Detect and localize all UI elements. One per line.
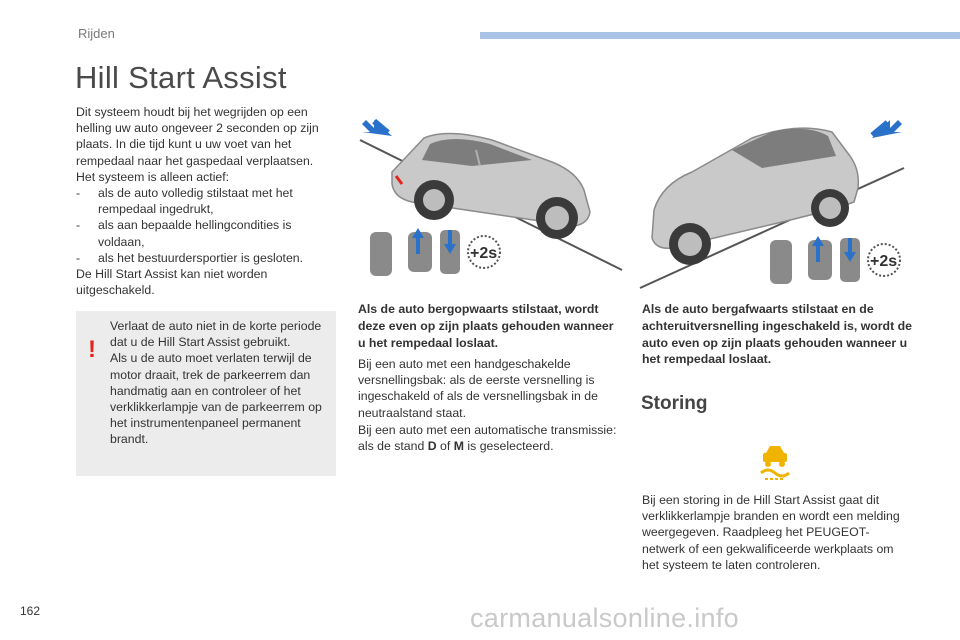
bullet: - (76, 186, 81, 201)
uphill-caption: Als de auto bergopwaarts stilstaat, wordt deze even op zijn plaats gehouden wanneer u het rempedaal loslaat. (358, 302, 614, 350)
downhill-caption: Als de auto bergafwaarts stilstaat en de achteruitversnelling ingeschakeld is, wordt de auto even op zijn plaats gehouden wanneer u het rempedaal loslaat. (642, 302, 912, 367)
hill-assist-warning-lamp-icon (758, 443, 792, 481)
clutch-pedal-icon (770, 240, 792, 284)
warning-paragraph: Als u de auto moet verlaten terwijl de motor draait, trek de parkeerrem dan handmatig aan en controleer of het verklikkerlampje van de parkeerrem op het instrumentenpaneel permanent brandt. (110, 351, 322, 447)
warning-text (110, 318, 324, 448)
downhill-pedals-illustration (766, 234, 908, 290)
warning-exclamation-icon: ! (88, 336, 96, 363)
intro-note: De Hill Start Assist kan niet worden uitgeschakeld. (76, 267, 268, 298)
bullet: - (76, 250, 81, 265)
arrow-up-right-icon (870, 120, 902, 138)
intro-paragraph: Dit systeem houdt bij het wegrijden op een helling uw auto ongeveer 2 seconden op zijn plaats. In die tijd kunt u uw voet van het rempedaal naar het gaspedaal verplaatsen. (76, 105, 319, 168)
uphill-pedals-illustration (366, 226, 508, 282)
watermark: carmanualsonline.info (470, 603, 739, 633)
gear-d-label: D (427, 439, 437, 454)
list-item: - als het bestuurdersportier is gesloten. (76, 250, 304, 265)
list-item: - als de auto volledig stilstaat met het rempedaal ingedrukt, (76, 186, 293, 217)
storing-text: Bij een storing in de Hill Start Assist gaat dit verklikkerlampje branden en wordt een melding weergegeven. Raadpleeg het PEUGEOT-netwerk of een gekwalificeerde werkplaats om het systeem te laten controleren. (642, 493, 900, 572)
page-title: Hill Start Assist (75, 60, 287, 95)
intro-text (76, 104, 336, 298)
list-item: - als aan bepaalde hellingcondities is voldaan, (76, 218, 292, 249)
header-accent-bar (480, 32, 960, 39)
clutch-pedal-icon (370, 232, 392, 276)
automatic-transmission-text: Bij een auto met een automatische transmissie: als de stand D of M is geselecteerd. (358, 423, 617, 454)
arrow-up-left-icon (362, 119, 392, 136)
bullet: - (76, 218, 81, 233)
warning-paragraph: Verlaat de auto niet in de korte periode dat u de Hill Start Assist gebruikt. (110, 319, 322, 350)
gear-m-label: M (453, 439, 464, 454)
car-icon (392, 133, 590, 239)
timer-label: +2s (470, 245, 498, 262)
section-label: Rijden (78, 26, 115, 41)
timer-label: +2s (870, 253, 898, 270)
storing-heading: Storing (641, 393, 708, 414)
manual-transmission-text: Bij een auto met een handgeschakelde versnellingsbak: als de eerste versnelling is ingeschakeld of als de versnellingsbak in de neutraalstand staat. (358, 357, 598, 420)
page-number: 162 (20, 604, 41, 618)
intro-condition-heading: Het systeem is alleen actief: (76, 169, 230, 184)
